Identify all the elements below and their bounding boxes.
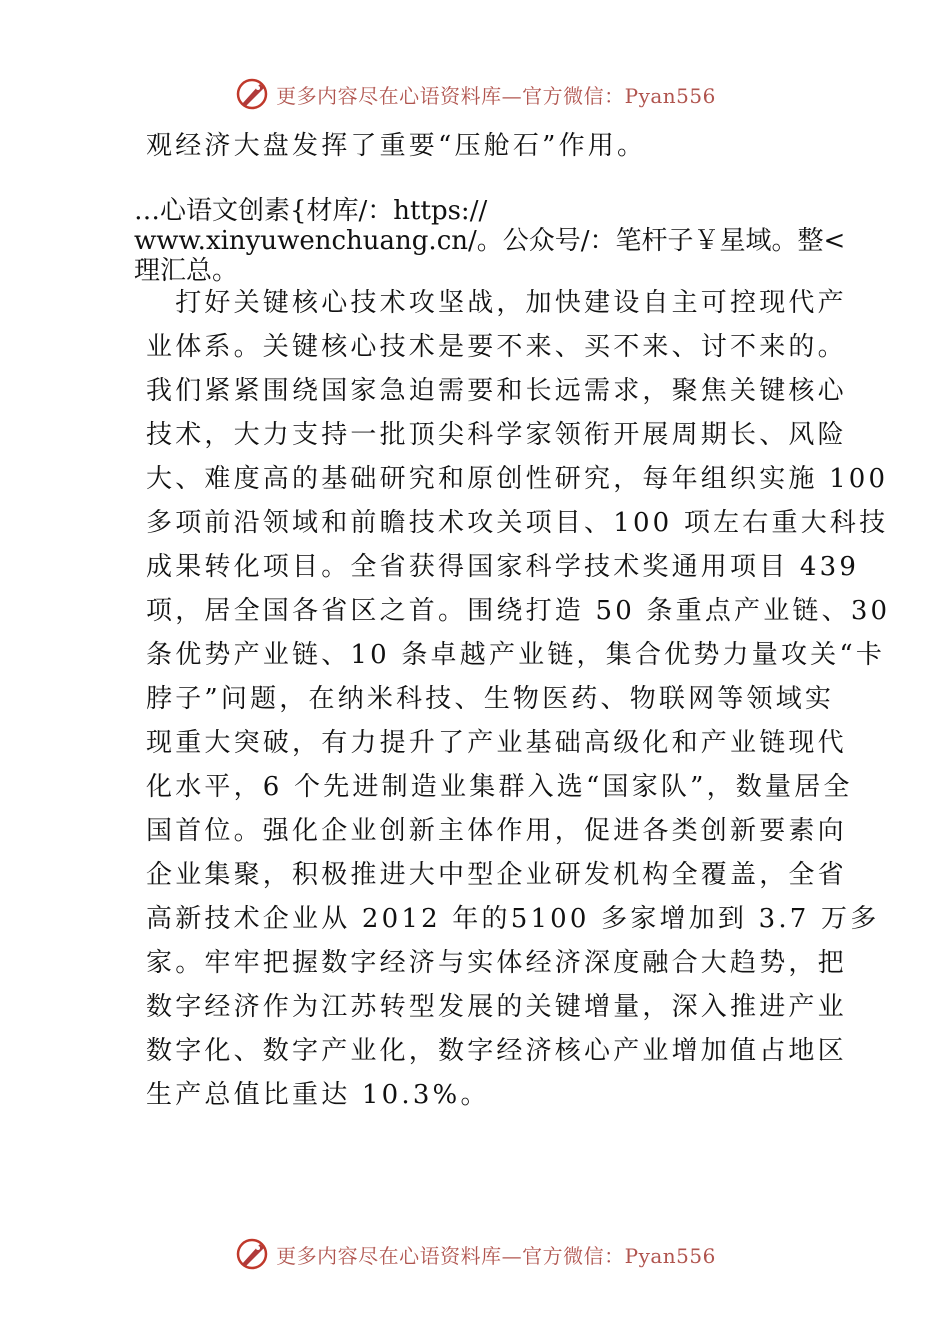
paragraph-line: 脖子”问题，在纳米科技、生物医药、物联网等领域实 <box>146 684 835 714</box>
paragraph-line: 企业集聚，积极推进大中型企业研发机构全覆盖，全省 <box>146 860 847 890</box>
paragraph-line: 成果转化项目。全省获得国家科学技术奖通用项目 439 <box>146 552 860 582</box>
header-banner-text: 更多内容尽在心语资料库—官方微信：Pyan556 <box>276 83 716 108</box>
paragraph-line: 现重大突破，有力提升了产业基础高级化和产业链现代 <box>146 728 847 758</box>
watermark-line: www.xinyuwenchuang.cn/。公众号/：笔杆子￥星域。整< <box>134 226 846 256</box>
paragraph-line: 数字经济作为江苏转型发展的关键增量，深入推进产业 <box>146 992 847 1022</box>
paragraph-line: 高新技术企业从 2012 年的5100 多家增加到 3.7 万多 <box>146 904 880 934</box>
paragraph-line: 国首位。强化企业创新主体作用，促进各类创新要素向 <box>146 816 847 846</box>
paragraph-line: 条优势产业链、10 条卓越产业链，集合优势力量攻关“卡 <box>146 640 886 670</box>
paragraph-line: 生产总值比重达 10.3%。 <box>146 1080 490 1110</box>
paragraph-line: 项，居全国各省区之首。围绕打造 50 条重点产业链、30 <box>146 596 891 626</box>
paragraph-line: 打好关键核心技术攻坚战，加快建设自主可控现代产 <box>146 288 847 318</box>
paragraph-line: 大、难度高的基础研究和原创性研究，每年组织实施 100 <box>146 464 889 494</box>
paragraph-line: 家。牢牢把握数字经济与实体经济深度融合大趋势，把 <box>146 948 847 978</box>
paragraph-line: 数字化、数字产业化，数字经济核心产业增加值占地区 <box>146 1036 847 1066</box>
paragraph-line: 多项前沿领域和前瞻技术攻关项目、100 项左右重大科技 <box>146 508 889 538</box>
paragraph-line: 我们紧紧围绕国家急迫需要和长远需求，聚焦关键核心 <box>146 376 847 406</box>
watermark-line: 理汇总。 <box>134 256 239 286</box>
paragraph-line: 业体系。关键核心技术是要不来、买不来、讨不来的。 <box>146 332 847 362</box>
fountain-pen-icon <box>234 1236 270 1272</box>
footer-banner <box>0 1234 950 1274</box>
footer-banner-text: 更多内容尽在心语资料库—官方微信：Pyan556 <box>276 1243 716 1268</box>
header-banner <box>0 74 950 114</box>
paragraph-line: 技术，大力支持一批顶尖科学家领衔开展周期长、风险 <box>146 420 847 450</box>
watermark-line: …心语文创素{材库/：https:// <box>134 196 488 226</box>
paragraph-line: 化水平，6 个先进制造业集群入选“国家队”，数量居全 <box>146 772 853 802</box>
fountain-pen-icon <box>234 76 270 112</box>
first-line: 观经济大盘发挥了重要“压舱石”作用。 <box>146 131 647 161</box>
